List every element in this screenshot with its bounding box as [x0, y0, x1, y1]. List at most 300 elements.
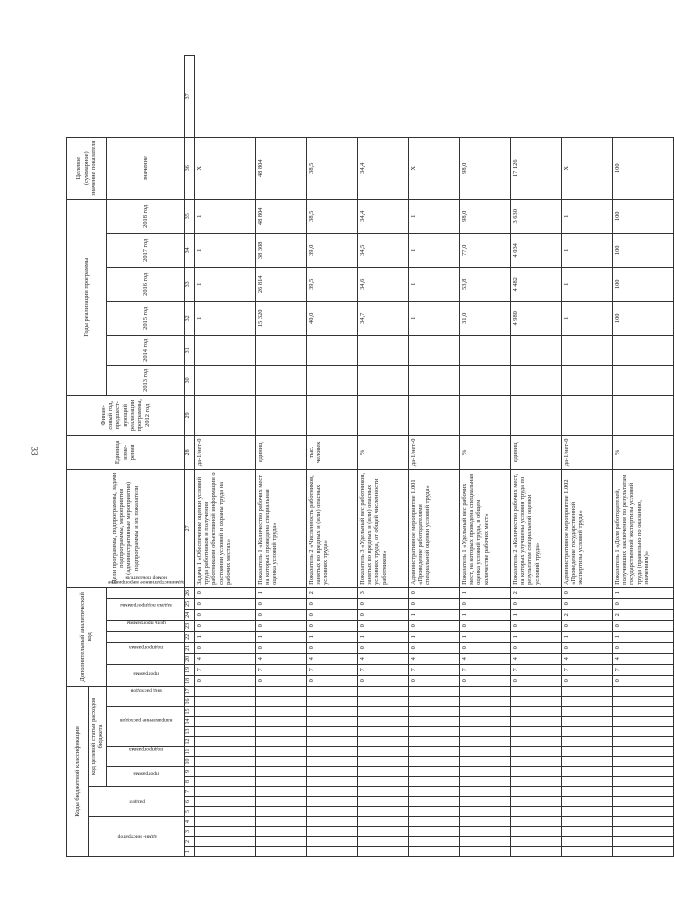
column-number: 21	[184, 642, 194, 653]
budget-code-cell	[612, 847, 673, 857]
budget-code-cell	[255, 697, 306, 707]
row-year-value: 100	[612, 199, 673, 233]
budget-code-cell	[612, 697, 673, 707]
column-number: 33	[184, 267, 194, 301]
column-number: 16	[184, 697, 194, 707]
budget-code-cell	[255, 827, 306, 837]
budget-code-cell	[561, 827, 612, 837]
budget-code-cell	[194, 697, 255, 707]
budget-code-cell	[459, 737, 510, 747]
budget-code-cell	[510, 787, 561, 797]
row-year-value	[561, 365, 612, 395]
budget-code-cell	[255, 787, 306, 797]
extra-code-cell: 4	[194, 653, 255, 664]
extra-code-cell: 0	[306, 675, 357, 686]
budget-code-cell	[510, 727, 561, 737]
budget-code-cell	[194, 757, 255, 767]
extra-code-cell: 4	[408, 653, 459, 664]
extra-code-cell: 7	[255, 664, 306, 675]
extra-code-cell: 7	[612, 664, 673, 675]
budget-code-cell	[357, 767, 408, 777]
budget-code-cell	[357, 817, 408, 827]
table-row	[459, 56, 510, 857]
budget-code-cell	[612, 767, 673, 777]
budget-code-cell	[459, 827, 510, 837]
extra-code-cell: 0	[194, 642, 255, 653]
budget-code-cell	[194, 797, 255, 807]
column-number: 17	[184, 686, 194, 696]
row-name: Административное мероприятие 1.001 «Проведение работодателями специальной оценки условий труда»	[408, 469, 459, 587]
extra-code-cell: 0	[561, 587, 612, 598]
extra-task: задача подпрограммы	[106, 620, 184, 631]
budget-code-cell	[561, 837, 612, 847]
extra-goal: цель программы	[106, 631, 184, 642]
budget-code-cell	[408, 777, 459, 787]
budget-code-cell	[408, 827, 459, 837]
row-year-value: 39,5	[306, 267, 357, 301]
budget-code-cell	[561, 727, 612, 737]
extra-code-cell: 3	[357, 587, 408, 598]
column-number: 23	[184, 620, 194, 631]
extra-code-header: Дополнительный аналитический код	[67, 587, 107, 686]
budget-code-cell	[255, 747, 306, 757]
budget-code-cell	[612, 717, 673, 727]
budget-expense-type: вид расходов	[106, 686, 184, 706]
budget-code-cell	[510, 757, 561, 767]
column-number: 10	[184, 757, 194, 767]
extra-code-cell: 0	[510, 598, 561, 609]
budget-code-cell	[561, 817, 612, 827]
extra-code-cell: 1	[459, 631, 510, 642]
row-year-value: 98,0	[459, 199, 510, 233]
budget-code-cell	[612, 727, 673, 737]
extra-code-cell: 0	[561, 620, 612, 631]
row-fin-year	[459, 395, 510, 435]
extra-code-cell: 0	[306, 620, 357, 631]
extra-code-cell: 0	[357, 675, 408, 686]
column-number: 34	[184, 233, 194, 267]
budget-code-cell	[510, 837, 561, 847]
extra-code-cell: 1	[459, 609, 510, 620]
budget-code-cell	[408, 767, 459, 777]
budget-code-cell	[561, 686, 612, 696]
extra-code-cell: 4	[357, 653, 408, 664]
extra-code-cell: 0	[194, 587, 255, 598]
extra-code-cell: 1	[561, 631, 612, 642]
row-year-value: 34,7	[357, 301, 408, 335]
budget-code-cell	[306, 717, 357, 727]
extra-code-cell: 0	[408, 675, 459, 686]
budget-code-cell	[408, 807, 459, 817]
column-number: 5	[184, 807, 194, 817]
budget-code-cell	[194, 737, 255, 747]
budget-code-cell	[357, 777, 408, 787]
row-name: Административное мероприятие 1.002 «Проведение государственной экспертизы условий труда»	[561, 469, 612, 587]
row-year-value: 1	[561, 301, 612, 335]
extra-code-cell: 7	[561, 664, 612, 675]
column-number: 12	[184, 737, 194, 747]
budget-code-cell	[612, 747, 673, 757]
extra-code-cell: 0	[408, 620, 459, 631]
extra-code-cell: 2	[561, 609, 612, 620]
program-indicators-table	[66, 55, 674, 857]
row-unit: единиц	[510, 435, 561, 469]
budget-code-cell	[561, 697, 612, 707]
column-number: 8	[184, 777, 194, 787]
extra-code-cell: 2	[510, 587, 561, 598]
table-row	[357, 56, 408, 857]
row-year-value	[194, 365, 255, 395]
extra-code-cell: 7	[357, 664, 408, 675]
extra-code-cell: 0	[408, 587, 459, 598]
row-fin-year	[194, 395, 255, 435]
extra-code-cell: 0	[194, 598, 255, 609]
extra-code-cell: 0	[306, 598, 357, 609]
years-header: Годы реализации программы	[67, 199, 107, 395]
extra-code-cell: 0	[357, 642, 408, 653]
budget-code-cell	[561, 787, 612, 797]
budget-code-cell	[561, 717, 612, 727]
column-number: 31	[184, 335, 194, 365]
budget-code-cell	[510, 767, 561, 777]
extra-code-cell: 4	[510, 653, 561, 664]
extra-code-cell: 0	[459, 620, 510, 631]
budget-code-cell	[306, 767, 357, 777]
table-row	[255, 56, 306, 857]
extra-code-cell: 0	[357, 620, 408, 631]
budget-code-cell	[510, 717, 561, 727]
row-year-value: 1	[194, 233, 255, 267]
row-fin-year	[357, 395, 408, 435]
year-2015: 2015 год	[106, 301, 184, 335]
budget-code-cell	[194, 837, 255, 847]
row-final-value: 34,4	[357, 137, 408, 199]
budget-code-cell	[408, 797, 459, 807]
extra-code-cell: 7	[510, 664, 561, 675]
budget-code-cell	[510, 797, 561, 807]
row-year-value: 48 804	[255, 199, 306, 233]
budget-code-cell	[357, 797, 408, 807]
row-year-value: 1	[194, 199, 255, 233]
row-fin-year	[408, 395, 459, 435]
budget-code-cell	[408, 737, 459, 747]
budget-code-cell	[612, 686, 673, 696]
budget-code-cell	[357, 737, 408, 747]
goals-header: Цели программы, подпрограммы, задачи подпрограммы, мероприятия (административные мероприятия) подпрограммы и их показатели	[67, 469, 185, 587]
extra-indicator-number: номер показателя	[106, 587, 184, 598]
row-year-value: 1	[561, 233, 612, 267]
budget-code-cell	[194, 747, 255, 757]
budget-code-cell	[459, 717, 510, 727]
row-fin-year	[561, 395, 612, 435]
extra-code-cell: 1	[255, 587, 306, 598]
year-2017: 2017 год	[106, 233, 184, 267]
column-number: 24	[184, 609, 194, 620]
extra-code-cell: 0	[255, 642, 306, 653]
budget-code-cell	[306, 707, 357, 717]
row-unit: тыс. человек	[306, 435, 357, 469]
budget-code-cell	[612, 797, 673, 807]
budget-code-cell	[357, 717, 408, 727]
row-unit: %	[612, 435, 673, 469]
column-number: 35	[184, 199, 194, 233]
row-unit: да-1/нет-0	[408, 435, 459, 469]
row-final-value: 38,5	[306, 137, 357, 199]
budget-code-cell	[306, 747, 357, 757]
column-number: 36	[184, 137, 194, 199]
row-year-value	[459, 365, 510, 395]
row-final-value: Х	[561, 137, 612, 199]
row-year-value: 4 482	[510, 267, 561, 301]
budget-code-cell	[357, 727, 408, 737]
row-name: Показатель 1 «Количество рабочих мест на которых проведена специальная оценка условий труда»	[255, 469, 306, 587]
budget-code-cell	[459, 757, 510, 767]
budget-code-cell	[357, 827, 408, 837]
row-year-value: 1	[561, 199, 612, 233]
extra-subprogram: подпрограмма	[106, 642, 184, 664]
column-number: 25	[184, 598, 194, 609]
row-fin-year	[255, 395, 306, 435]
budget-code-cell	[306, 686, 357, 696]
table-row	[510, 56, 561, 857]
rotated-table-sheet	[66, 55, 651, 857]
extra-code-cell: 0	[194, 675, 255, 686]
extra-code-cell: 0	[255, 598, 306, 609]
row-year-value	[306, 335, 357, 365]
column-number: 22	[184, 631, 194, 642]
row-unit: да-1/нет-0	[561, 435, 612, 469]
budget-code-cell	[459, 697, 510, 707]
budget-code-cell	[194, 847, 255, 857]
extra-code-cell: 0	[306, 609, 357, 620]
row-final-value: 100	[612, 137, 673, 199]
budget-code-cell	[459, 767, 510, 777]
budget-code-cell	[255, 817, 306, 827]
column-number: 6	[184, 797, 194, 807]
row-year-value: 1	[561, 267, 612, 301]
budget-code-cell	[408, 847, 459, 857]
budget-code-cell	[510, 827, 561, 837]
extra-code-cell: 0	[561, 642, 612, 653]
row-year-value	[612, 365, 673, 395]
row-year-value: 15 320	[255, 301, 306, 335]
budget-code-cell	[357, 847, 408, 857]
extra-code-cell: 4	[255, 653, 306, 664]
extra-code-cell: 0	[357, 609, 408, 620]
budget-code-cell	[510, 686, 561, 696]
column-number: 18	[184, 675, 194, 686]
row-final-value: Х	[194, 137, 255, 199]
budget-code-cell	[510, 847, 561, 857]
row-fin-year	[306, 395, 357, 435]
extra-code-cell: 0	[357, 598, 408, 609]
row-name: Показатель 2 «Численность работников, занятых во вредных и (или) опасных условиях труда»	[306, 469, 357, 587]
budget-code-cell	[408, 707, 459, 717]
extra-code-cell: 0	[612, 675, 673, 686]
budget-code-cell	[194, 827, 255, 837]
row-year-value: 1	[408, 199, 459, 233]
final-header: Целевое (суммарное) значение показателя	[67, 137, 107, 199]
row-year-value: 1	[408, 301, 459, 335]
row-year-value: 3 630	[510, 199, 561, 233]
row-year-value: 34,5	[357, 233, 408, 267]
budget-code-cell	[408, 686, 459, 696]
extra-code-cell: 1	[408, 609, 459, 620]
budget-code-cell	[561, 747, 612, 757]
row-year-value: 31,0	[459, 301, 510, 335]
row-year-value: 1	[408, 267, 459, 301]
extra-code-cell: 0	[459, 642, 510, 653]
column-number: 27	[184, 469, 194, 587]
budget-code-cell	[561, 847, 612, 857]
row-year-value: 100	[612, 301, 673, 335]
budget-code-cell	[612, 707, 673, 717]
row-final-value: 48 804	[255, 137, 306, 199]
budget-code-cell	[194, 717, 255, 727]
budget-code-cell	[612, 807, 673, 817]
budget-code-cell	[255, 686, 306, 696]
budget-code-cell	[408, 717, 459, 727]
budget-code-cell	[459, 847, 510, 857]
row-unit: %	[459, 435, 510, 469]
row-year-value	[194, 335, 255, 365]
budget-code-cell	[561, 797, 612, 807]
extra-code-cell: 0	[194, 609, 255, 620]
budget-code-cell	[255, 707, 306, 717]
row-year-value: 34,4	[357, 199, 408, 233]
extra-code-cell: 7	[306, 664, 357, 675]
extra-program: программа	[106, 664, 184, 686]
extra-code-cell: 1	[255, 631, 306, 642]
budget-code-cell	[459, 837, 510, 847]
budget-code-cell	[561, 807, 612, 817]
column-number: 29	[184, 395, 194, 435]
year-2016: 2016 год	[106, 267, 184, 301]
budget-code-cell	[357, 807, 408, 817]
extra-code-cell: 0	[561, 598, 612, 609]
column-number: 3	[184, 827, 194, 837]
row-name: Задача 1 «Обеспечение оценки условий труда работников и получения работниками объективной информации о состоянии условий и охраны труда на рабочих местах»	[194, 469, 255, 587]
budget-code-cell	[459, 707, 510, 717]
extra-code-cell: 2	[306, 587, 357, 598]
budget-code-cell	[255, 717, 306, 727]
budget-code-cell	[306, 797, 357, 807]
row-year-value: 38 308	[255, 233, 306, 267]
budget-code-cell	[459, 787, 510, 797]
column-number: 2	[184, 837, 194, 847]
column-number: 28	[184, 435, 194, 469]
budget-code-cell	[255, 797, 306, 807]
budget-code-cell	[561, 767, 612, 777]
budget-code-cell	[510, 737, 561, 747]
column-number: 13	[184, 727, 194, 737]
budget-code-cell	[510, 777, 561, 787]
column-number: 15	[184, 707, 194, 717]
extra-code-cell: 0	[408, 642, 459, 653]
row-year-value	[612, 335, 673, 365]
budget-code-cell	[408, 817, 459, 827]
budget-code-cell	[612, 777, 673, 787]
extra-code-cell: 1	[194, 631, 255, 642]
column-number: 7	[184, 787, 194, 797]
budget-code-cell	[459, 686, 510, 696]
year-2014: 2014 год	[106, 335, 184, 365]
budget-subprogram: подпрограмма	[106, 747, 184, 767]
extra-code-cell: 1	[510, 631, 561, 642]
budget-code-cell	[194, 807, 255, 817]
budget-code-cell	[255, 807, 306, 817]
extra-code-cell: 0	[510, 642, 561, 653]
budget-code-cell	[357, 697, 408, 707]
budget-code-cell	[612, 737, 673, 747]
budget-code-cell	[408, 837, 459, 847]
year-2013: 2013 год	[106, 365, 184, 395]
budget-code-cell	[255, 727, 306, 737]
row-year-value: 40,0	[306, 301, 357, 335]
row-unit: да-1/нет-0	[194, 435, 255, 469]
row-year-value	[255, 335, 306, 365]
extra-code-cell: 0	[255, 620, 306, 631]
row-year-value: 100	[612, 233, 673, 267]
row-year-value: 77,0	[459, 233, 510, 267]
budget-code-cell	[561, 777, 612, 787]
budget-code-cell	[459, 807, 510, 817]
column-number: 1	[184, 847, 194, 857]
budget-code-cell	[194, 727, 255, 737]
column-number: 30	[184, 365, 194, 395]
row-name: Показатель 1 «Доля работодателей, получивших заключения по результатам государственной экспертизы условий труда (правильно по оказанию, значениям)»	[612, 469, 673, 587]
budget-code-cell	[306, 777, 357, 787]
budget-code-cell	[255, 777, 306, 787]
row-year-value: 4 034	[510, 233, 561, 267]
extra-code-cell: 0	[612, 642, 673, 653]
budget-section: раздел	[89, 787, 185, 817]
budget-code-cell	[194, 777, 255, 787]
row-year-value: 100	[612, 267, 673, 301]
budget-code-cell	[194, 686, 255, 696]
extra-code-cell: 1	[612, 587, 673, 598]
budget-code-cell	[561, 737, 612, 747]
expense-code-header: код целевой статьи расходов бюджета	[89, 686, 107, 786]
budget-code-cell	[459, 777, 510, 787]
budget-code-cell	[510, 747, 561, 757]
column-number: 26	[184, 587, 194, 598]
row-year-value	[408, 335, 459, 365]
budget-code-cell	[306, 847, 357, 857]
row-unit: %	[357, 435, 408, 469]
budget-code-cell	[255, 767, 306, 777]
column-number: 20	[184, 653, 194, 664]
extra-code-cell: 0	[510, 620, 561, 631]
budget-code-cell	[459, 817, 510, 827]
row-year-value: 26 814	[255, 267, 306, 301]
unit-header: Единица изме- рения	[67, 435, 185, 469]
row-final-value: Х	[408, 137, 459, 199]
extra-code-cell: 0	[255, 675, 306, 686]
column-numbers-row	[184, 56, 194, 857]
fin-year-header: Финан- совый год, предшест- вующий реализации программы, 2012 год	[67, 395, 185, 435]
row-year-value	[510, 365, 561, 395]
budget-code-cell	[612, 837, 673, 847]
budget-code-cell	[357, 686, 408, 696]
budget-code-cell	[194, 817, 255, 827]
extra-code-cell: 0	[408, 598, 459, 609]
column-number: 14	[184, 717, 194, 727]
row-year-value	[306, 365, 357, 395]
budget-code-cell	[612, 827, 673, 837]
extra-code-cell: 7	[459, 664, 510, 675]
value-header: значение	[106, 137, 184, 199]
